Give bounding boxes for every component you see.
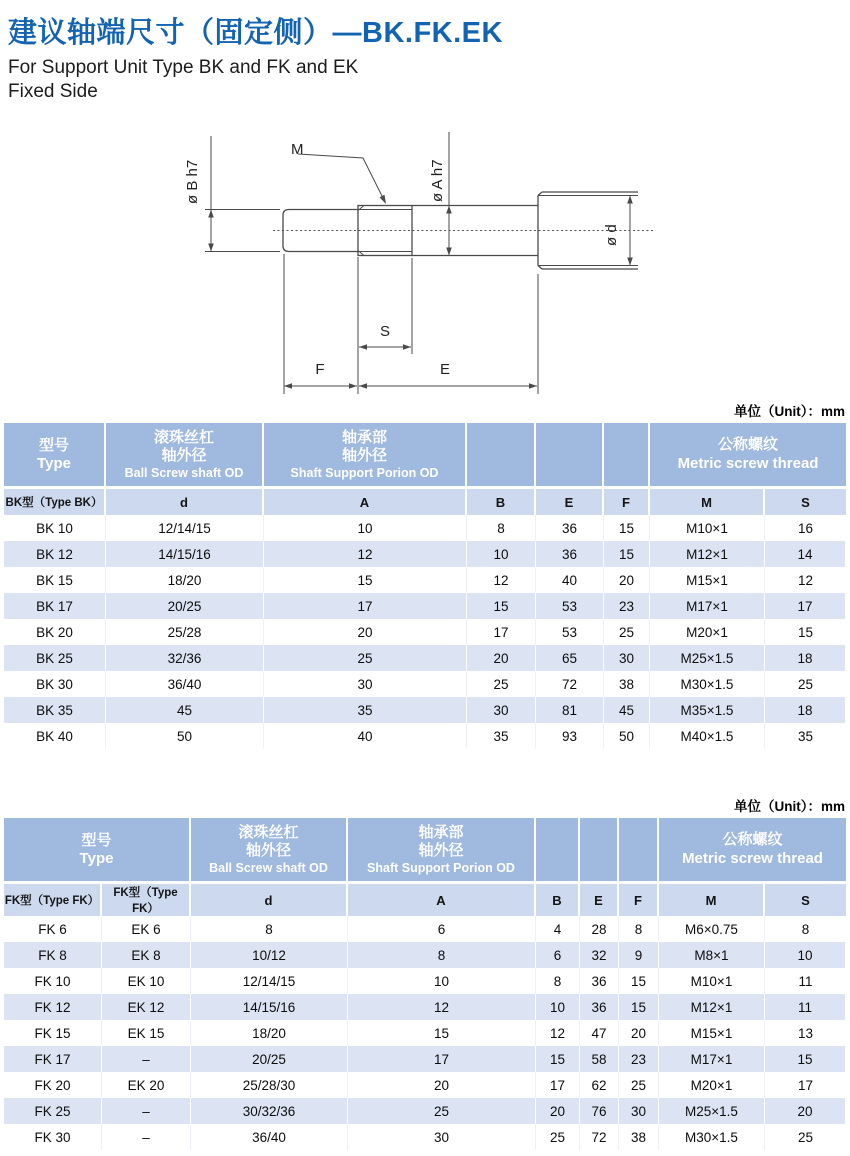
page-title: 建议轴端尺寸（固定侧）—BK.FK.EK <box>8 17 503 49</box>
table-cell: EK 8 <box>102 942 191 968</box>
dim-b-arrow-up <box>208 210 214 218</box>
support-en: Shaft Support Porion OD <box>290 465 439 480</box>
table-row <box>4 593 846 619</box>
shaft-diagram-svg <box>145 112 710 404</box>
type-zh: 型号 <box>81 831 112 849</box>
dia-a-label: ø A h7 <box>429 159 446 202</box>
table-cell: 11 <box>765 994 846 1020</box>
table-cell: 36 <box>580 994 619 1020</box>
table-row <box>4 1098 846 1124</box>
subheader-cell: FK型（Type FK） <box>102 884 191 916</box>
table-cell: 16 <box>765 515 846 541</box>
table-cell: M25×1.5 <box>650 645 765 671</box>
dim-d-arrow-up <box>627 196 633 204</box>
support-zh2: 轴外径 <box>341 446 387 464</box>
table-cell: M15×1 <box>650 567 765 593</box>
table-cell: 14/15/16 <box>106 541 264 567</box>
table-cell: M30×1.5 <box>659 1124 765 1150</box>
table-cell: 12 <box>264 541 467 567</box>
table-cell: 12/14/15 <box>191 968 348 994</box>
ballscrew-zh1: 滚珠丝杠 <box>153 428 214 446</box>
table-row <box>4 916 846 942</box>
table-cell: 8 <box>191 916 348 942</box>
table-cell: 36 <box>580 968 619 994</box>
table-cell: 12/14/15 <box>106 515 264 541</box>
table-row <box>4 994 846 1020</box>
table-cell: 35 <box>467 723 536 749</box>
subheader-cell: M <box>659 884 765 916</box>
unit-label-bk: 单位（Unit）：mm <box>734 404 845 419</box>
table-cell: FK 25 <box>4 1098 102 1124</box>
subheader-cell: d <box>191 884 348 916</box>
subheader-cell: A <box>264 489 467 515</box>
table-row <box>4 619 846 645</box>
subheader-cell: M <box>650 489 765 515</box>
table-cell: EK 6 <box>102 916 191 942</box>
table-cell: 50 <box>604 723 650 749</box>
table-cell: 15 <box>348 1020 536 1046</box>
table-cell: 15 <box>264 567 467 593</box>
table-cell: 8 <box>348 942 536 968</box>
table-cell: 15 <box>619 994 659 1020</box>
s-dim-label: S <box>379 323 391 340</box>
table-cell: 25 <box>765 671 846 697</box>
table-cell: 18/20 <box>191 1020 348 1046</box>
col-header-empty-e <box>536 423 604 489</box>
type-zh: 型号 <box>38 436 69 454</box>
table-cell: 25 <box>467 671 536 697</box>
ballscrew-zh2: 轴外径 <box>245 841 291 859</box>
dim-e-arrow-left <box>359 383 367 389</box>
ballscrew-zh2: 轴外径 <box>161 446 207 464</box>
table-cell: 65 <box>536 645 604 671</box>
ballscrew-en: Ball Screw shaft OD <box>209 860 328 875</box>
subheader-cell: S <box>765 489 846 515</box>
table-cell: 17 <box>264 593 467 619</box>
table-cell: 20 <box>604 567 650 593</box>
thread-en: Metric screw thread <box>677 455 819 472</box>
table-cell: FK 15 <box>4 1020 102 1046</box>
ballscrew-zh1: 滚珠丝杠 <box>238 823 299 841</box>
col-header-support <box>348 818 536 884</box>
table-cell: BK 35 <box>4 697 106 723</box>
table-cell: 15 <box>604 541 650 567</box>
col-header-empty-e <box>580 818 619 884</box>
table-cell: – <box>102 1124 191 1150</box>
table-cell: 40 <box>536 567 604 593</box>
table-cell: 25 <box>604 619 650 645</box>
unit-label-fk: 单位（Unit）：mm <box>734 799 845 814</box>
thread-zh: 公称螺纹 <box>718 436 779 453</box>
table-cell: EK 15 <box>102 1020 191 1046</box>
table-cell: 30 <box>604 645 650 671</box>
col-header-empty-f <box>619 818 659 884</box>
table-cell: 76 <box>580 1098 619 1124</box>
table-cell: M10×1 <box>659 968 765 994</box>
table-cell: 17 <box>765 593 846 619</box>
dim-a-arrow-down <box>446 248 452 256</box>
table-cell: M12×1 <box>659 994 765 1020</box>
table-row <box>4 1124 846 1150</box>
type-en: Type <box>79 849 114 867</box>
table-cell: M6×0.75 <box>659 916 765 942</box>
col-header-ballscrew <box>106 423 264 489</box>
table-cell: 36/40 <box>191 1124 348 1150</box>
fk-table <box>4 818 846 1150</box>
table-cell: 17 <box>467 619 536 645</box>
subheader-cell: E <box>536 489 604 515</box>
ballscrew-en: Ball Screw shaft OD <box>124 465 244 480</box>
table-row <box>4 567 846 593</box>
table-row <box>4 1072 846 1098</box>
table-cell: 18 <box>765 645 846 671</box>
table-cell: 25/28 <box>106 619 264 645</box>
table-cell: 15 <box>765 1046 846 1072</box>
table-cell: 8 <box>467 515 536 541</box>
table-row <box>4 723 846 749</box>
table-row <box>4 968 846 994</box>
e-dim-label: E <box>439 361 451 378</box>
table-cell: BK 30 <box>4 671 106 697</box>
bk-table <box>4 423 846 749</box>
table-cell: 30 <box>467 697 536 723</box>
fk-header-row <box>4 818 846 884</box>
table-cell: 45 <box>106 697 264 723</box>
table-cell: 8 <box>536 968 580 994</box>
f-dim-label: F <box>315 361 325 378</box>
table-cell: 12 <box>765 567 846 593</box>
table-cell: 13 <box>765 1020 846 1046</box>
table-cell: M8×1 <box>659 942 765 968</box>
table-cell: 72 <box>536 671 604 697</box>
subheader-cell: B <box>467 489 536 515</box>
table-cell: 25 <box>264 645 467 671</box>
table-cell: 36/40 <box>106 671 264 697</box>
table-cell: 4 <box>536 916 580 942</box>
table-cell: 20 <box>467 645 536 671</box>
table-cell: BK 25 <box>4 645 106 671</box>
table-cell: 8 <box>619 916 659 942</box>
table-cell: 47 <box>580 1020 619 1046</box>
table-cell: 6 <box>536 942 580 968</box>
subheader-cell: BK型（Type BK） <box>4 489 106 515</box>
table-cell: 10/12 <box>191 942 348 968</box>
support-en: Shaft Support Porion OD <box>367 860 515 875</box>
table-cell: FK 30 <box>4 1124 102 1150</box>
subheader-cell: d <box>106 489 264 515</box>
table-row <box>4 697 846 723</box>
table-cell: 93 <box>536 723 604 749</box>
thread-en: Metric screw thread <box>682 850 823 867</box>
table-cell: 62 <box>580 1072 619 1098</box>
dim-d-arrow-down <box>627 258 633 266</box>
table-cell: M10×1 <box>650 515 765 541</box>
table-cell: 81 <box>536 697 604 723</box>
table-cell: 15 <box>467 593 536 619</box>
table-cell: M17×1 <box>659 1046 765 1072</box>
col-header-empty-b <box>536 818 580 884</box>
table-cell: EK 10 <box>102 968 191 994</box>
table-cell: FK 8 <box>4 942 102 968</box>
table-cell: 10 <box>264 515 467 541</box>
shaft-end-dimension-diagram <box>145 112 710 404</box>
col-header-thread <box>650 423 846 489</box>
table-cell: 32/36 <box>106 645 264 671</box>
table-cell: 20 <box>264 619 467 645</box>
subheader-cell: A <box>348 884 536 916</box>
fk-subheader-row <box>4 884 846 916</box>
table-cell: 45 <box>604 697 650 723</box>
table-cell: 23 <box>619 1046 659 1072</box>
bk-header-row <box>4 423 846 489</box>
table-cell: 14/15/16 <box>191 994 348 1020</box>
table-cell: 30 <box>619 1098 659 1124</box>
table-cell: 12 <box>467 567 536 593</box>
table-cell: FK 20 <box>4 1072 102 1098</box>
table-cell: 10 <box>348 968 536 994</box>
table-cell: M17×1 <box>650 593 765 619</box>
table-cell: BK 15 <box>4 567 106 593</box>
table-cell: 9 <box>619 942 659 968</box>
table-cell: 38 <box>619 1124 659 1150</box>
table-cell: 25 <box>348 1098 536 1124</box>
table-row <box>4 671 846 697</box>
table-cell: 15 <box>765 619 846 645</box>
table-cell: 30 <box>348 1124 536 1150</box>
table-cell: 53 <box>536 593 604 619</box>
dim-e-arrow-right <box>529 383 537 389</box>
table-cell: 12 <box>536 1020 580 1046</box>
table-cell: 17 <box>536 1072 580 1098</box>
table-cell: 53 <box>536 619 604 645</box>
table-cell: FK 10 <box>4 968 102 994</box>
dia-d-label: ø d <box>603 224 620 246</box>
table-cell: 20/25 <box>191 1046 348 1072</box>
table-row <box>4 1020 846 1046</box>
col-header-type <box>4 423 106 489</box>
table-cell: 72 <box>580 1124 619 1150</box>
support-zh2: 轴外径 <box>418 841 464 859</box>
table-cell: BK 20 <box>4 619 106 645</box>
table-cell: 10 <box>467 541 536 567</box>
table-cell: M20×1 <box>659 1072 765 1098</box>
screw-chamfer-top <box>538 192 542 196</box>
table-row <box>4 1046 846 1072</box>
dim-s-arrow-right <box>403 344 411 350</box>
table-cell: 20 <box>348 1072 536 1098</box>
table-cell: FK 12 <box>4 994 102 1020</box>
table-cell: 18 <box>765 697 846 723</box>
subheader-cell: B <box>536 884 580 916</box>
m-leader <box>298 154 382 196</box>
table-row <box>4 645 846 671</box>
table-cell: 30 <box>264 671 467 697</box>
table-cell: 35 <box>765 723 846 749</box>
table-cell: 20 <box>619 1020 659 1046</box>
col-header-empty-f <box>604 423 650 489</box>
dim-f-arrow-right <box>349 383 357 389</box>
table-cell: M12×1 <box>650 541 765 567</box>
table-cell: 10 <box>536 994 580 1020</box>
col-header-ballscrew <box>191 818 348 884</box>
table-row <box>4 541 846 567</box>
table-cell: BK 40 <box>4 723 106 749</box>
table-cell: EK 20 <box>102 1072 191 1098</box>
table-cell: 10 <box>765 942 846 968</box>
table-cell: 23 <box>604 593 650 619</box>
screw-chamfer-bottom <box>538 266 542 270</box>
m-label: M <box>291 141 304 158</box>
table-cell: 50 <box>106 723 264 749</box>
table-cell: 15 <box>604 515 650 541</box>
table-cell: 25 <box>619 1072 659 1098</box>
table-cell: M15×1 <box>659 1020 765 1046</box>
table-cell: M40×1.5 <box>650 723 765 749</box>
col-header-support <box>264 423 467 489</box>
table-cell: 20/25 <box>106 593 264 619</box>
table-cell: 14 <box>765 541 846 567</box>
table-cell: 28 <box>580 916 619 942</box>
table-cell: 40 <box>264 723 467 749</box>
table-cell: FK 17 <box>4 1046 102 1072</box>
table-cell: 35 <box>264 697 467 723</box>
table-cell: M25×1.5 <box>659 1098 765 1124</box>
type-en: Type <box>37 454 71 472</box>
dim-a-arrow-up <box>446 206 452 214</box>
table-cell: M20×1 <box>650 619 765 645</box>
bk-subheader-row <box>4 489 846 515</box>
table-cell: 25 <box>536 1124 580 1150</box>
table-cell: M35×1.5 <box>650 697 765 723</box>
table-cell: 58 <box>580 1046 619 1072</box>
table-cell: – <box>102 1046 191 1072</box>
m-leader-arrow <box>380 195 387 204</box>
subtitle-line-1: For Support Unit Type BK and FK and EK <box>8 57 359 78</box>
dim-s-arrow-left <box>359 344 367 350</box>
subheader-cell: FK型（Type FK） <box>4 884 102 916</box>
subheader-cell: E <box>580 884 619 916</box>
dia-b-label: ø B h7 <box>184 159 201 204</box>
support-zh1: 轴承部 <box>341 428 387 446</box>
support-zh1: 轴承部 <box>418 823 464 841</box>
table-cell: 20 <box>536 1098 580 1124</box>
dim-b-arrow-down <box>208 244 214 252</box>
table-cell: 11 <box>765 968 846 994</box>
table-cell: 38 <box>604 671 650 697</box>
table-cell: – <box>102 1098 191 1124</box>
table-cell: 8 <box>765 916 846 942</box>
subheader-cell: F <box>619 884 659 916</box>
table-cell: 25/28/30 <box>191 1072 348 1098</box>
table-cell: FK 6 <box>4 916 102 942</box>
thread-zh: 公称螺纹 <box>722 831 783 848</box>
table-cell: BK 17 <box>4 593 106 619</box>
table-cell: 36 <box>536 541 604 567</box>
table-cell: 30/32/36 <box>191 1098 348 1124</box>
table-cell: 20 <box>765 1098 846 1124</box>
subtitle-line-2: Fixed Side <box>8 81 98 102</box>
col-header-empty-b <box>467 423 536 489</box>
table-cell: M30×1.5 <box>650 671 765 697</box>
table-cell: 36 <box>536 515 604 541</box>
table-cell: 18/20 <box>106 567 264 593</box>
table-cell: 12 <box>348 994 536 1020</box>
table-cell: BK 10 <box>4 515 106 541</box>
table-cell: 15 <box>619 968 659 994</box>
table-cell: 17 <box>348 1046 536 1072</box>
table-cell: 15 <box>536 1046 580 1072</box>
col-header-type <box>4 818 191 884</box>
subheader-cell: S <box>765 884 846 916</box>
table-cell: EK 12 <box>102 994 191 1020</box>
table-cell: 6 <box>348 916 536 942</box>
subheader-cell: F <box>604 489 650 515</box>
table-row <box>4 942 846 968</box>
dim-f-arrow-left <box>284 383 292 389</box>
table-row <box>4 515 846 541</box>
table-cell: BK 12 <box>4 541 106 567</box>
table-cell: 32 <box>580 942 619 968</box>
col-header-thread <box>659 818 846 884</box>
table-cell: 25 <box>765 1124 846 1150</box>
table-cell: 17 <box>765 1072 846 1098</box>
